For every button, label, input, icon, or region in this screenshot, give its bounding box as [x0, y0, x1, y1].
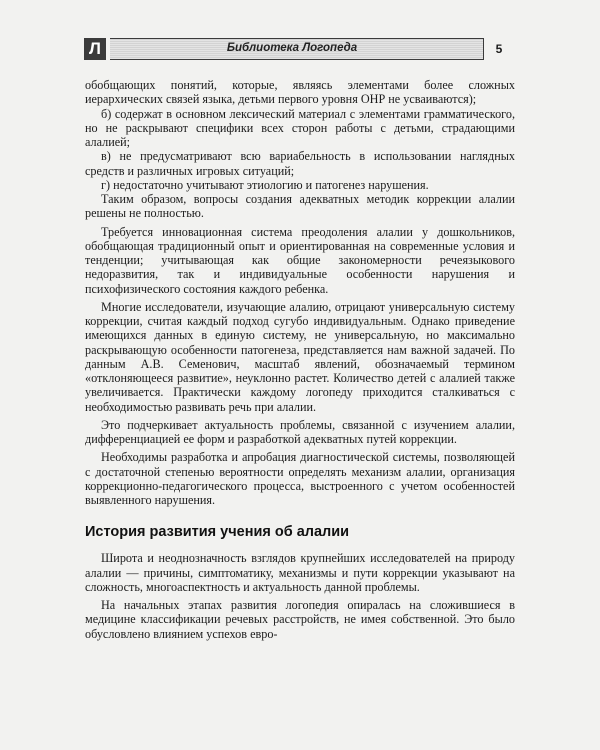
paragraph: в) не предусматривают всю вариабельность в использовании наглядных средств и различных игровых ситуаций;	[85, 149, 515, 178]
header-title: Библиотека Логопеда	[226, 42, 358, 54]
paragraph: Это подчеркивает актуальность проблемы, связанной с изучением алалии, дифференциацией ее форм и разработкой адекватных путей коррекции.	[85, 417, 515, 446]
paragraph: г) недостаточно учитывают этиологию и патогенез нарушения.	[101, 177, 429, 192]
paragraph: б) содержат в основном лексический материал с элементами грамматического, но не раскрывают специфики всех сторон работы с детьми, страдающими алалией;	[85, 106, 515, 149]
header-bar	[110, 38, 514, 60]
section-heading: История развития учения об алалии	[85, 524, 350, 541]
paragraph: Таким образом, вопросы создания адекватных методик коррекции алалии решены не полностью.	[85, 192, 515, 221]
logo-badge: Л	[84, 38, 106, 60]
paragraph: Необходимы разработка и апробация диагностической системы, позволяющей с достаточной степенью вероятности определять механизм алалии, организация коррекционно-педагогического процесса, выстроенного с учетом особенностей выявленного нарушения.	[85, 450, 515, 507]
paragraph: обобщающих понятий, которые, являясь элементами более сложных иерархических связей языка, детьми первого уровня ОНР не усваиваются);	[85, 78, 515, 107]
paragraph: Многие исследователи, изучающие алалию, отрицают универсальную систему коррекции, считая каждый подход сугубо индивидуальным. Однако приведение имеющихся данных в единую систему, не универсальную, но максимально раскрывающую особенности патогенеза, представляется нам важной задачей. По данным А.В. Семенович, масштаб явлений, обозначаемый термином «отклоняющееся развитие», неуклонно растет. Количество детей с алалией также увеличивается. Практически каждому логопеду приходится сталкиваться с необходимостью развивать речь при алалии.	[85, 299, 515, 414]
paragraph: Широта и неоднозначность взглядов крупнейших исследователей на природу алалии — причины, симптоматику, механизмы и пути коррекции указывают на сложность, многоаспектность и актуальность данной проблемы.	[85, 551, 515, 594]
body-text	[85, 78, 515, 641]
paragraph: Требуется инновационная система преодоления алалии у дошкольников, обобщающая традиционный опыт и ориентированная на современные условия и тенденции; учитывающая как общие закономерности речеязыкового недоразвития, так и индивидуальные особенности нарушения и психофизического состояния каждого ребенка.	[85, 224, 515, 296]
running-header	[84, 38, 514, 62]
page-number: 5	[483, 38, 514, 60]
paragraph: На начальных этапах развития логопедия опиралась на сложившиеся в медицине классификации речевых расстройств, не имея собственной. Это было обусловлено влиянием успехов евро-	[85, 598, 515, 641]
